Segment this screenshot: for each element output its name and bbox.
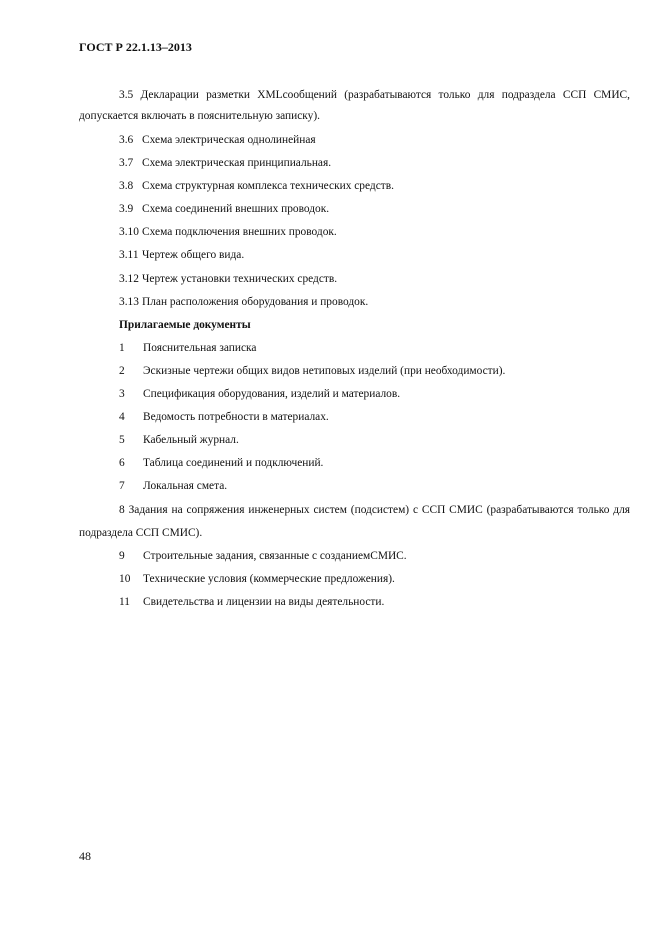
section-item	[79, 152, 630, 175]
document-header: ГОСТ Р 22.1.13–2013	[79, 40, 192, 54]
attached-item-8: 8 Задания на сопряжения инженерных систем (подсистем) с ССП СМИС (разрабатываются только для подраздела ССП СМИС).	[79, 503, 630, 539]
attached-item-number: 9	[119, 549, 125, 562]
section-item-text: Схема соединений внешних проводок.	[142, 203, 330, 216]
attached-item-text: Строительные задания, связанные с созданиемСМИС.	[143, 549, 407, 562]
attached-item	[79, 337, 630, 360]
attached-item-text: Свидетельства и лицензии на виды деятельности.	[143, 595, 385, 608]
section-item-text: Чертеж общего вида.	[142, 249, 245, 262]
section-3-5: 3.5 Декларации разметки XMLсообщений (разрабатываются только для подраздела ССП СМИС, допускается включать в пояснительную записку).	[79, 89, 630, 122]
section-item-text: Чертеж установки технических средств.	[142, 272, 338, 285]
attached-item-text: Пояснительная записка	[143, 341, 257, 354]
page-number: 48	[79, 849, 91, 863]
section-item-number: 3.9	[119, 203, 134, 216]
section-item-number: 3.10	[119, 226, 139, 239]
section-item-number: 3.13	[119, 295, 139, 308]
attached-item-number: 3	[119, 388, 125, 401]
attached-item	[79, 568, 630, 591]
section-item	[79, 129, 630, 152]
attached-item-number: 11	[119, 595, 130, 608]
attached-item-number: 2	[119, 364, 125, 377]
attached-item-text: Кабельный журнал.	[143, 434, 239, 447]
section-item-text: Схема электрическая принципиальная.	[142, 157, 332, 170]
section-item	[79, 221, 630, 244]
attached-item	[79, 360, 630, 383]
attached-item	[79, 591, 630, 614]
section-item-text: Схема структурная комплекса технических средств.	[142, 180, 394, 193]
section-item-number: 3.6	[119, 134, 134, 146]
section-item	[79, 198, 630, 221]
attached-item	[79, 475, 630, 498]
attached-item-text: Эскизные чертежи общих видов нетиповых изделий (при необходимости).	[143, 364, 506, 377]
attached-item-text: Технические условия (коммерческие предложения).	[143, 572, 395, 585]
attached-item-text: Таблица соединений и подключений.	[143, 457, 324, 470]
section-item-text: План расположения оборудования и проводок.	[142, 295, 369, 308]
attached-item-text: Ведомость потребности в материалах.	[143, 411, 329, 424]
attached-item	[79, 383, 630, 406]
section-item	[79, 268, 630, 291]
attached-item-number: 6	[119, 457, 125, 470]
attached-item-number: 7	[119, 480, 125, 493]
section-item-number: 3.7	[119, 157, 134, 170]
attached-item-number: 4	[119, 411, 125, 424]
attached-documents-heading: Прилагаемые документы	[119, 318, 251, 331]
section-item-number: 3.12	[119, 272, 139, 285]
attached-item	[79, 429, 630, 452]
attached-item-text: Локальная смета.	[143, 480, 228, 493]
attached-item	[79, 406, 630, 429]
section-item-number: 3.11	[119, 249, 139, 262]
attached-item-text: Спецификация оборудования, изделий и материалов.	[143, 388, 401, 401]
section-item	[79, 291, 630, 314]
section-item-number: 3.8	[119, 180, 134, 193]
section-item-text: Схема электрическая однолинейная	[142, 134, 316, 146]
section-item	[79, 244, 630, 267]
attached-item-number: 10	[119, 572, 131, 585]
attached-item-number: 1	[119, 341, 125, 354]
attached-item	[79, 545, 630, 568]
section-item-text: Схема подключения внешних проводок.	[142, 226, 337, 239]
page-content	[79, 85, 630, 614]
section-item	[79, 175, 630, 198]
attached-item-number: 5	[119, 434, 125, 447]
attached-item	[79, 452, 630, 475]
